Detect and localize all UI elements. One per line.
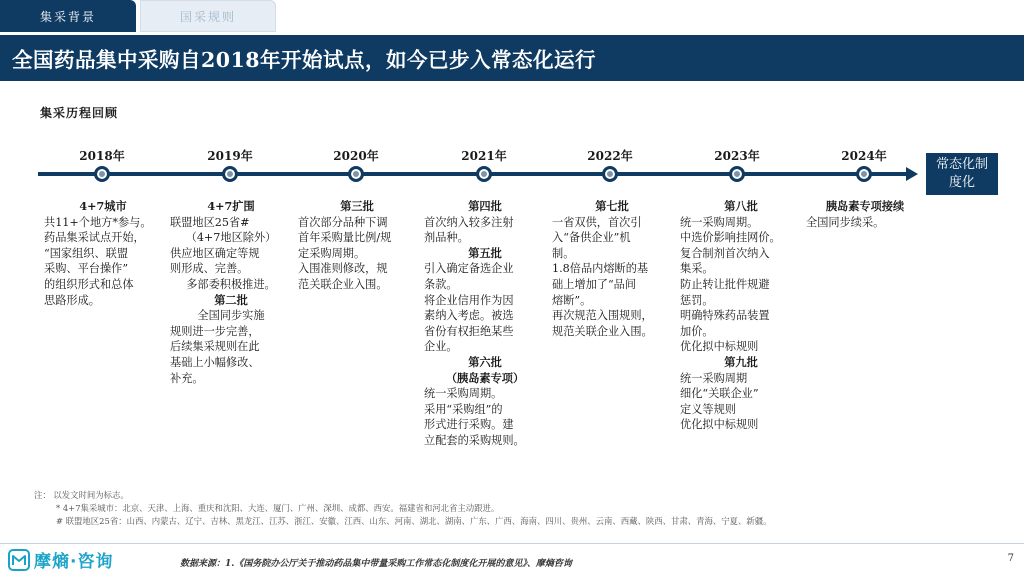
page-number: 7: [1007, 553, 1014, 564]
timeline-dot-2018: [94, 166, 110, 182]
data-source: 数据来源：1.《国务院办公厅关于推动药品集中带量采购工作常态化制度化开展的意见》、摩熵咨询: [180, 559, 572, 569]
column-2018: [44, 199, 162, 308]
text-line: 共11+个地方*参与。: [44, 215, 152, 229]
text-line: 引入确定备选企业: [424, 262, 514, 276]
year-2019: 2019年: [207, 149, 253, 163]
brand-logo: [8, 547, 113, 572]
year-2021: 2021年: [461, 149, 507, 163]
text-line: 药品集采试点开始，: [44, 231, 145, 245]
text-line: 首年采购量比例/规: [298, 231, 392, 245]
batch-heading: 第八批: [724, 199, 758, 213]
text-line: 立配套的采购规则。: [424, 433, 525, 447]
text-line: 规范关联企业入围。: [552, 324, 653, 338]
batch-heading: 胰岛素专项接续: [825, 199, 905, 213]
batch-subheading: （胰岛素专项）: [445, 370, 525, 385]
timeline-dot-2019: [222, 166, 238, 182]
text-line: 统一采购周期: [680, 371, 748, 385]
text-line: 形式进行采购。建: [424, 418, 514, 432]
text-line: 制。: [552, 246, 575, 260]
text-line: 全国同步续采。: [806, 215, 885, 229]
column-2022: [552, 199, 672, 339]
timeline-dot-2024: [856, 166, 872, 182]
footer-divider: [0, 543, 1024, 544]
text-line: 再次规范入围规则，: [552, 309, 653, 323]
text-line: 统一采购周期。: [680, 215, 759, 229]
footnote-2: * 4+7集采城市：北京、天津、上海、重庆和沈阳、大连、厦门、广州、深圳、成都、西安。福建省和河北省主动跟进。: [56, 503, 500, 513]
text-line: 联盟地区25省#: [170, 215, 250, 229]
text-line: 入围准则修改，规: [298, 262, 388, 276]
timeline-line: [38, 172, 908, 176]
text-line: 采购、平台操作”: [44, 262, 129, 276]
column-2019: [170, 199, 292, 386]
text-line: 优化拟中标规则: [680, 340, 759, 354]
text-line: 的组织形式和总体: [44, 277, 134, 291]
text-line: 将企业信用作为因: [424, 293, 514, 307]
batch-heading: 第五批: [468, 245, 502, 260]
column-2023: [680, 199, 802, 433]
text-line: 企业。: [424, 340, 458, 354]
year-2020: 2020年: [333, 149, 379, 163]
footnotes: [34, 489, 771, 528]
title-bar: [0, 35, 1024, 81]
text-line: 入“备供企业”机: [552, 231, 631, 245]
text-line: 复合制剂首次纳入: [680, 246, 770, 260]
text-line: 供应地区确定等规: [170, 246, 260, 260]
timeline-arrow-icon: [906, 167, 918, 181]
batch-heading: 4+7城市: [79, 199, 127, 213]
text-line: 统一采购周期。: [424, 387, 503, 401]
batch-heading: 第四批: [468, 199, 502, 213]
batch-heading: 第六批: [468, 354, 502, 369]
logo-text: 摩熵·咨询: [34, 552, 114, 572]
section-title: 集采历程回顾: [40, 106, 119, 120]
timeline-dot-2020: [348, 166, 364, 182]
text-line: 优化拟中标规则: [680, 418, 759, 432]
text-line: 首次纳入较多注射: [424, 215, 514, 229]
text-line: 多部委积极推进。: [186, 277, 276, 291]
text-line: 熔断”。: [552, 293, 592, 307]
year-2018: 2018年: [79, 149, 125, 163]
text-line: 惩罚。: [680, 293, 714, 307]
text-line: 基础上小幅修改、: [170, 355, 260, 369]
batch-heading: 第二批: [214, 292, 248, 307]
text-line: 加价。: [680, 324, 714, 338]
tab-rules[interactable]: 国采规则: [140, 0, 276, 32]
tab-bar: [0, 0, 280, 32]
text-line: 定义等规则: [680, 402, 736, 416]
text-line: 补充。: [170, 371, 204, 385]
year-2022: 2022年: [587, 149, 633, 163]
timeline-dot-2021: [476, 166, 492, 182]
text-line: 范关联企业入围。: [298, 277, 388, 291]
text-line: 规则进一步完善，: [170, 324, 260, 338]
text-line: 细化“关联企业”: [680, 387, 759, 401]
column-2020: [298, 199, 416, 293]
batch-heading: 4+7扩围: [207, 199, 255, 213]
footnote-1: 注： 以发文时间为标志。: [34, 490, 129, 500]
footnote-3: # 联盟地区25省：山西、内蒙古、辽宁、吉林、黑龙江、江苏、浙江、安徽、江西、山东、河南、湖北、湖南、广东、广西、海南、四川、贵州、云南、西藏、陕西、甘肃、青海、宁夏、新疆。: [56, 516, 772, 526]
batch-heading: 第七批: [595, 199, 629, 213]
timeline-dot-2022: [602, 166, 618, 182]
column-2021: [424, 199, 546, 449]
text-line: 1.8倍品内熔断的基: [552, 262, 649, 276]
timeline-end-box: 常态化制度化: [926, 153, 998, 195]
text-line: 素纳入考虑。被选: [424, 309, 514, 323]
text-line: （4+7地区除外）: [185, 231, 277, 245]
text-line: 思路形成。: [44, 293, 100, 307]
text-line: 剂品种。: [424, 231, 469, 245]
text-line: 防止转让批件规避: [680, 277, 770, 291]
text-line: 省份有权拒绝某些: [424, 324, 514, 338]
text-line: 一省双供，首次引: [552, 215, 642, 229]
text-line: 后续集采规则在此: [170, 340, 260, 354]
text-line: 集采。: [680, 262, 714, 276]
text-line: 首次部分品种下调: [298, 215, 388, 229]
timeline-dot-2023: [729, 166, 745, 182]
text-line: 采用“采购组”的: [424, 402, 503, 416]
tab-background[interactable]: 集采背景: [0, 0, 136, 32]
text-line: 础上增加了“品间: [552, 277, 637, 291]
text-line: 明确特殊药品装置: [680, 309, 770, 323]
batch-heading: 第九批: [724, 354, 758, 369]
logo-icon: [8, 549, 30, 571]
text-line: 则形成、完善。: [170, 262, 249, 276]
text-line: 中选价影响挂网价。: [680, 231, 781, 245]
text-line: “国家组织、联盟: [44, 246, 129, 260]
year-2024: 2024年: [841, 149, 887, 163]
text-line: 条款。: [424, 277, 458, 291]
column-2024: [806, 199, 924, 230]
batch-heading: 第三批: [340, 199, 374, 213]
page-title: 全国药品集中采购自2018年开始试点，如今已步入常态化运行: [12, 48, 597, 72]
text-line: 全国同步实施: [197, 309, 265, 323]
year-2023: 2023年: [714, 149, 760, 163]
text-line: 定采购周期。: [298, 246, 366, 260]
